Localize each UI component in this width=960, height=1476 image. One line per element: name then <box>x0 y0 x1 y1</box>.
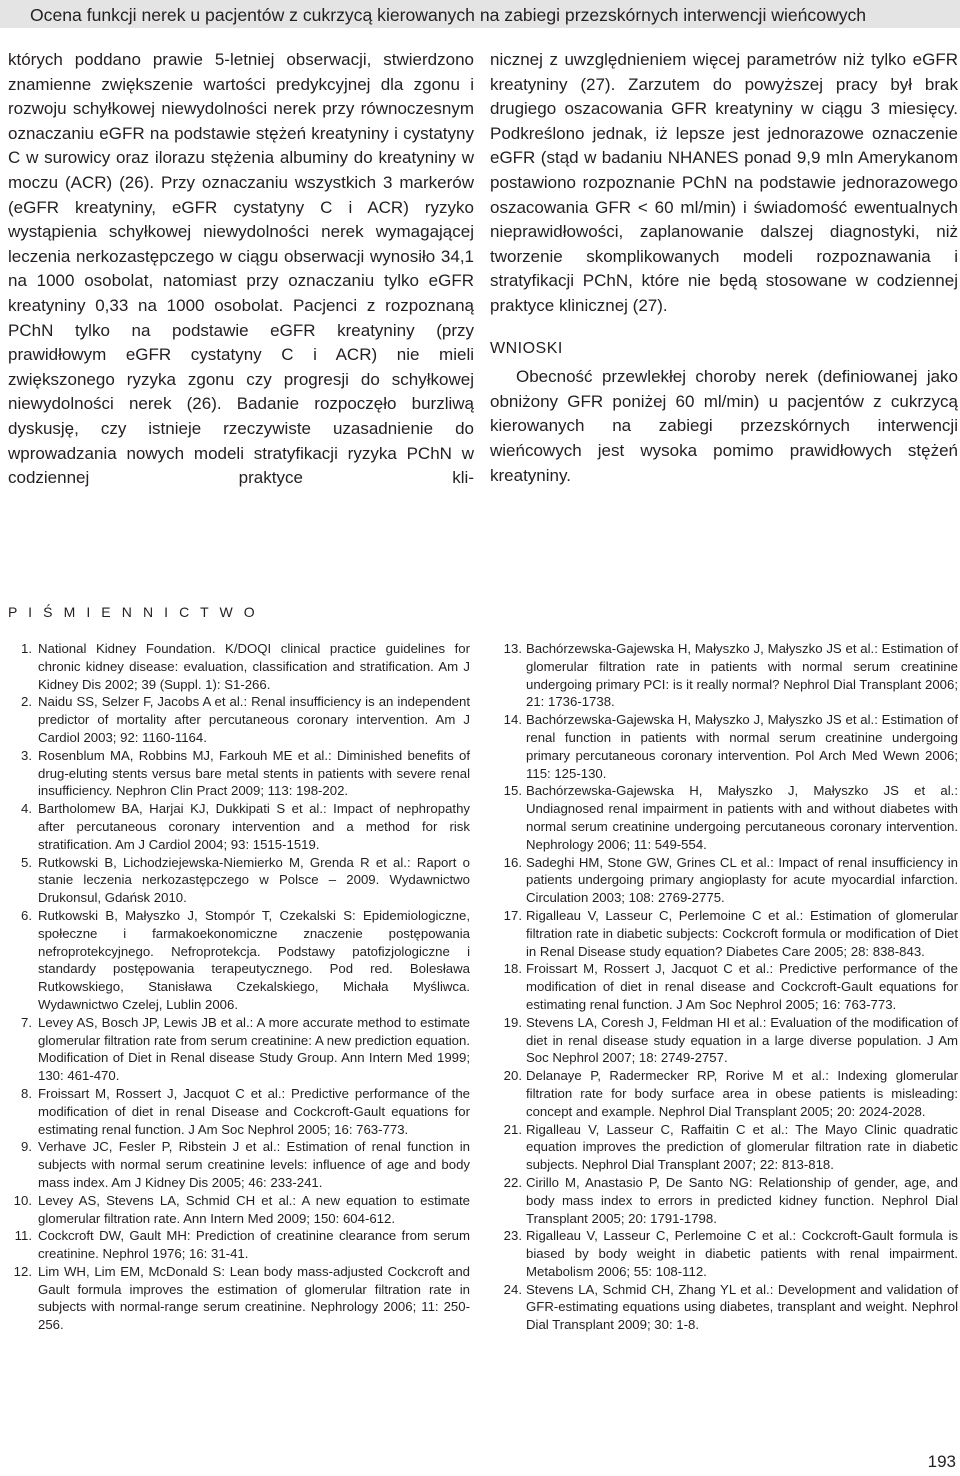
reference-item <box>496 960 958 1013</box>
reference-number: 24. <box>503 1281 522 1297</box>
reference-number: 2. <box>21 694 32 710</box>
reference-item <box>8 854 470 907</box>
reference-number: 7. <box>21 1014 32 1030</box>
reference-number: 12. <box>13 1263 32 1279</box>
body-paragraph-left: których poddano prawie 5-letniej obserwacji, stwierdzono znamienne zwiększenie wartości predykcyjnej dla zgonu i rozwoju schyłkowej niewydolności nerek przy równoczesnym oznaczaniu eGFR na podstawie stężeń kreatyniny i cystatyny C w surowicy oraz ilorazu stężenia albuminy do kreatyniny w moczu (ACR) (26). Przy oznaczaniu wszystkich 3 markerów (eGFR kreatyniny, eGFR cystatyny C i ACR) ryzyko wystąpienia schyłkowej niewydolności nerek wymagającej leczenia nerkozastępczego w ciągu obserwacji wynosiło 34,1 na 1000 osobolat, natomiast przy oznaczaniu tylko eGFR kreatyniny 0,33 na 1000 osobolat. Pacjenci z rozpoznaną PChN tylko na podstawie eGFR kreatyniny (przy prawidłowym eGFR cystatyny C i ACR) nie mieli zwiększonego ryzyka zgonu czy progresji do schyłkowej niewydolności nerek (26). Badanie rozpoczęło burzliwą dyskusję, czy istnieje rzeczywiste uzasadnienie do wprowadzania nowych modeli stratyfikacji ryzyka PChN w codziennej praktyce kli- <box>8 50 474 488</box>
reference-text: Cirillo M, Anastasio P, De Santo NG: Relationship of gender, age, and body mass index to errors in predicted kidney function. Nephrol Dial Transplant 2005; 20: 1791-1798. <box>526 1174 958 1226</box>
reference-text: Rigalleau V, Lasseur C, Raffaitin C et al.: The Mayo Clinic quadratic equation improves the prediction of glomerular filtration rate in diabetic subjects. Nephrol Dial Transplant 2007; 22: 813-818. <box>526 1121 958 1173</box>
references-list-left <box>8 640 470 1334</box>
body-column-left <box>8 48 474 491</box>
reference-number: 5. <box>21 854 32 870</box>
reference-text: Bartholomew BA, Harjai KJ, Dukkipati S et al.: Impact of nephropathy after percutaneous coronary intervention and a method for risk stratification. Am J Cardiol 2004; 93: 1515-1519. <box>38 801 470 852</box>
page-number: 193 <box>927 1452 956 1471</box>
reference-text: Rigalleau V, Lasseur C, Perlemoine C et al.: Cockcroft-Gault formula is biased by body weight in diabetic patients with renal impairment. Metabolism 2006; 55: 108-112. <box>526 1228 958 1279</box>
reference-text: Stevens LA, Schmid CH, Zhang YL et al.: Development and validation of GFR-estimating equations using diabetes, transplant and weight. Nephrol Dial Transplant 2009; 30: 1-8. <box>526 1281 958 1333</box>
reference-number: 16. <box>503 854 522 870</box>
reference-text: Sadeghi HM, Stone GW, Grines CL et al.: Impact of renal insufficiency in patients undergoing primary angioplasty for acute myocardial infarction. Circulation 2003; 108: 2769-2775. <box>526 854 958 906</box>
reference-text: Stevens LA, Coresh J, Feldman HI et al.: Evaluation of the modification of diet in renal disease study equation in a large diverse population. J Am Soc Nephrol 2007; 18: 2749-2757. <box>526 1014 958 1066</box>
reference-number: 20. <box>503 1068 522 1084</box>
reference-number: 22. <box>503 1174 522 1190</box>
conclusions-paragraph: Obecność przewlekłej choroby nerek (definiowanej jako obniżony GFR poniżej 60 ml/min) u pacjentów z cukrzycą kierowanych na zabiegi przezskórnych interwencji wieńcowych jest wysoka pomimo prawidłowych stężeń kreatyniny. <box>490 367 958 485</box>
reference-text: Bachórzewska-Gajewska H, Małyszko J, Małyszko JS et al.: Estimation of renal function in patients with normal serum creatinine undergoing primary percutaneous coronary intervention. Pol Arch Med Wewn 2006; 115: 125-130. <box>526 712 958 781</box>
reference-item <box>496 640 958 711</box>
reference-item <box>8 907 470 1014</box>
reference-item <box>496 907 958 960</box>
reference-number: 18. <box>503 961 522 977</box>
reference-number: 10. <box>13 1192 32 1208</box>
reference-text: Rigalleau V, Lasseur C, Perlemoine C et al.: Estimation of glomerular filtration rate in diabetic subjects: Cockcroft formula or modification of Diet in Renal Disease study equation? Diabetes Care 2005; 28: 838-843. <box>526 907 958 959</box>
reference-number: 4. <box>21 801 32 817</box>
reference-number: 19. <box>503 1014 522 1030</box>
reference-number: 3. <box>21 747 32 763</box>
reference-item <box>496 1067 958 1120</box>
reference-number: 15. <box>503 783 522 799</box>
reference-text: Bachórzewska-Gajewska H, Małyszko J, Małyszko JS et al.: Estimation of glomerular filtration rate in patients with normal serum creatinine undergoing primary PCI: is it really normal? Nephrol Dial Transplant 2006; 21: 1736-1738. <box>526 641 958 710</box>
body-column-right <box>490 48 958 488</box>
reference-number: 8. <box>21 1085 32 1101</box>
reference-text: Lim WH, Lim EM, McDonald S: Lean body mass-adjusted Cockcroft and Gault formula improves the estimation of glomerular filtration rate in subjects with normal-range serum creatinine. Nephrology 2006; 11: 250-256. <box>38 1263 470 1333</box>
reference-text: Froissart M, Rossert J, Jacquot C et al.: Predictive performance of the modification of diet in renal disease and Cockcroft-Gault equations for estimating renal function. J Am Soc Nephrol 2005; 16: 763-773. <box>526 961 958 1012</box>
reference-text: Froissart M, Rossert J, Jacquot C et al.: Predictive performance of the modification of diet in renal Disease and Cockcroft-Gault equations for estimating renal function. J Am Soc Nephrol 2005; 16: 763-773. <box>38 1085 470 1137</box>
reference-item <box>8 1263 470 1334</box>
reference-number: 1. <box>21 641 32 656</box>
reference-text: Rutkowski B, Małyszko J, Stompór T, Czekalski S: Epidemiologiczne, społeczne i farmakoekonomiczne znaczenie postępowania nefroprotekcyjnego. Nefroprotekcja. Podstawy patofizjologiczne i standardy postępowania terapeutycznego. Pod red. Bolesława Rutkowskiego, Stanisława Czekalskiego, Michała Myśliwca. Wydawnictwo Czelej, Lublin 2006. <box>38 907 470 1012</box>
reference-item <box>8 1138 470 1191</box>
reference-item <box>496 854 958 907</box>
reference-number: 6. <box>21 907 32 923</box>
body-paragraph-right: nicznej z uwzględnieniem więcej parametrów niż tylko eGFR kreatyniny (27). Zarzutem do powyższej pracy był brak drugiego oszacowania GFR kreatyniny w ciągu 3 miesięcy. Podkreślono jednak, iż lepsze jest jednorazowe oznaczenie eGFR (stąd w badaniu NHANES ponad 9,9 mln Amerykanom postawiono rozpoznanie PChN na podstawie jednorazowego oszacowania GFR < 60 ml/min) i świadomość ewentualnych nieprawidłowości, zaplanowanie dalszej diagnostyki, niż tworzenie skomplikowanych modeli rozpoznawania i stratyfikacji PChN, które nie będą stosowane w codziennej praktyce klinicznej (27). <box>490 50 958 315</box>
reference-number: 13. <box>503 641 522 656</box>
reference-text: National Kidney Foundation. K/DOQI clinical practice guidelines for chronic kidney disease: evaluation, classification and stratification. Am J Kidney Dis 2002; 39 (Suppl. 1): S1-266. <box>38 641 470 692</box>
reference-number: 23. <box>503 1228 522 1244</box>
reference-item <box>8 1192 470 1228</box>
references-heading: P I Ś M I E N N I C T W O <box>8 604 259 620</box>
reference-item <box>8 1227 470 1263</box>
reference-text: Naidu SS, Selzer F, Jacobs A et al.: Renal insufficiency is an independent predictor of mortality after percutaneous coronary intervention. Am J Cardiol 2003; 92: 1160-1164. <box>38 694 470 745</box>
reference-item <box>496 1121 958 1174</box>
running-header-bar <box>0 0 960 28</box>
running-header-title: Ocena funkcji nerek u pacjentów z cukrzycą kierowanych na zabiegi przezskórnych interwencji wieńcowych <box>30 5 867 25</box>
reference-text: Verhave JC, Fesler P, Ribstein J et al.: Estimation of renal function in subjects with normal serum creatinine levels: influence of age and body mass index. Am J Kidney Dis 2005; 46: 233-241. <box>38 1139 470 1190</box>
reference-text: Levey AS, Stevens LA, Schmid CH et al.: A new equation to estimate glomerular filtration rate. Ann Intern Med 2009; 150: 604-612. <box>38 1192 470 1226</box>
reference-text: Cockcroft DW, Gault MH: Prediction of creatinine clearance from serum creatinine. Nephrol 1976; 16: 31-41. <box>38 1228 470 1262</box>
reference-item <box>496 1281 958 1334</box>
reference-item <box>8 800 470 853</box>
reference-text: Bachórzewska-Gajewska H, Małyszko J, Małyszko JS et al.: Undiagnosed renal impairment in patients with and without diabetes with normal serum creatinine undergoing percutaneous coronary intervention. Nephrology 2006; 11: 549-554. <box>526 783 958 852</box>
reference-item <box>496 1014 958 1067</box>
reference-item <box>8 693 470 746</box>
reference-item <box>496 1227 958 1280</box>
reference-item <box>8 747 470 800</box>
reference-number: 11. <box>14 1228 32 1244</box>
reference-text: Delanaye P, Radermecker RP, Rorive M et al.: Indexing glomerular filtration rate for body surface area in obese patients is misleading: concept and example. Nephrol Dial Transplant 2005; 20: 2024-2028. <box>526 1068 958 1119</box>
reference-item <box>8 640 470 693</box>
references-list-right <box>496 640 958 1334</box>
reference-item <box>496 1174 958 1227</box>
reference-text: Rosenblum MA, Robbins MJ, Farkouh ME et al.: Diminished benefits of drug-eluting stents versus bare metal stents in patients with severe renal insufficiency. Nephron Clin Pract 2009; 113: 198-202. <box>38 747 470 799</box>
conclusions-heading: WNIOSKI <box>490 339 563 357</box>
reference-number: 17. <box>503 907 522 923</box>
reference-text: Rutkowski B, Lichodziejewska-Niemierko M, Grenda R et al.: Raport o stanie leczenia nerkozastępczego w Polsce – 2009. Wydawnictwo Drukonsul, Gdańsk 2010. <box>38 854 470 906</box>
reference-item <box>496 711 958 782</box>
reference-text: Levey AS, Bosch JP, Lewis JB et al.: A more accurate method to estimate glomerular filtration rate from serum creatinine: A new prediction equation. Modification of Diet in Renal disease Study Group. Ann Intern Med 1999; 130: 461-470. <box>38 1014 470 1084</box>
reference-item <box>8 1085 470 1138</box>
reference-number: 21. <box>503 1121 522 1137</box>
reference-number: 9. <box>21 1139 32 1155</box>
reference-item <box>8 1014 470 1085</box>
reference-number: 14. <box>503 712 522 728</box>
reference-item <box>496 782 958 853</box>
